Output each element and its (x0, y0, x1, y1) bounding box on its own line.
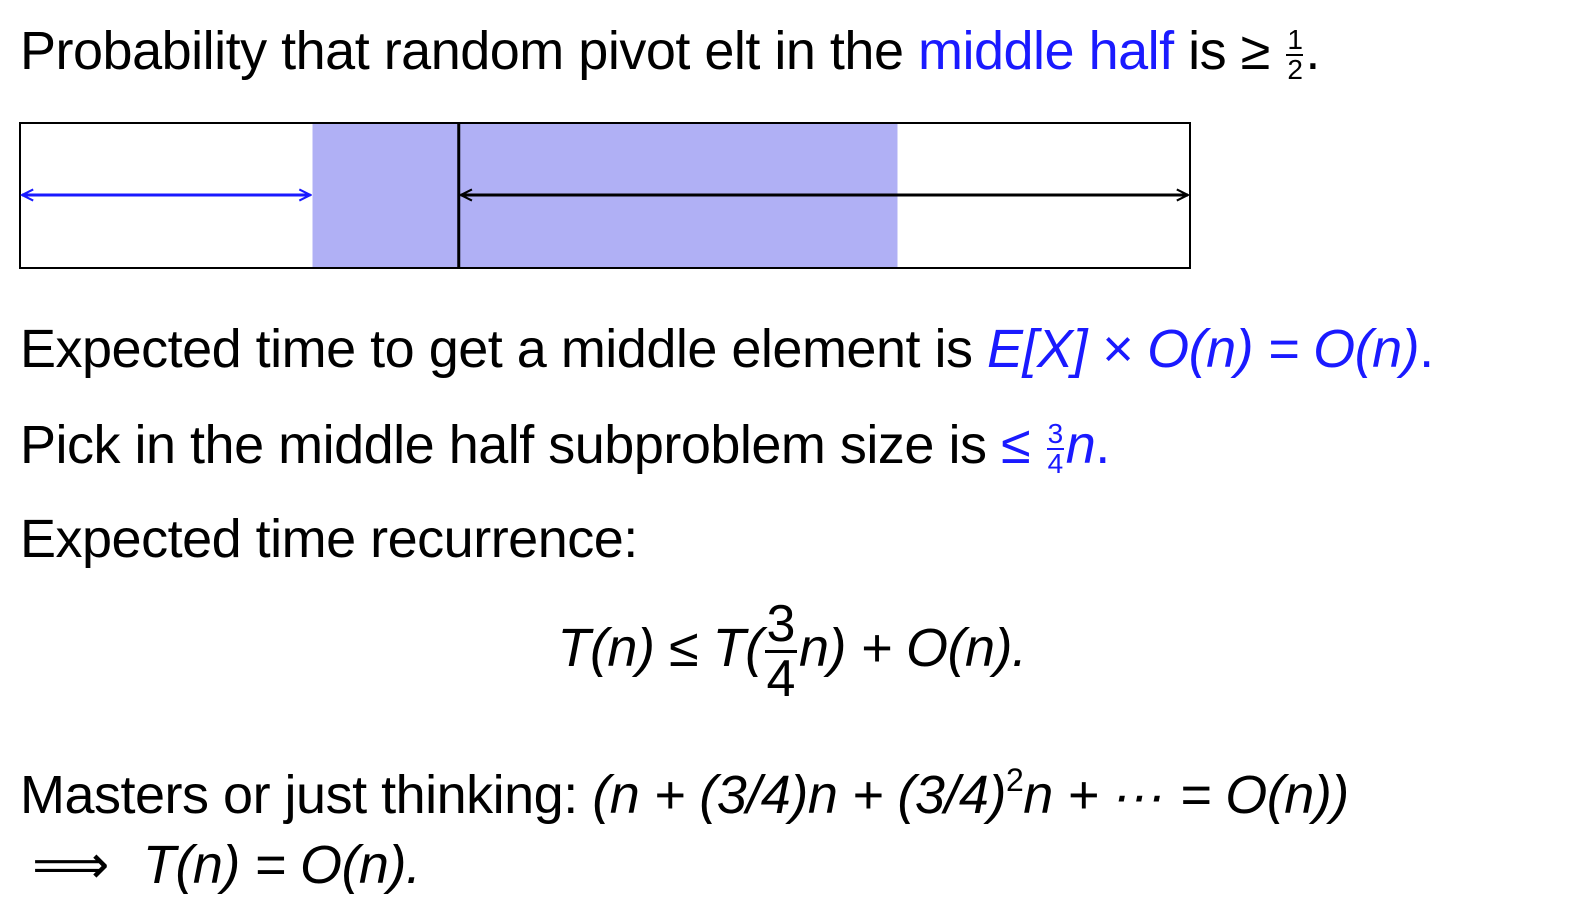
probability-period: . (1305, 21, 1320, 81)
three-quarters-fraction (1047, 417, 1064, 479)
pivot-diagram (0, 0, 1584, 300)
masters-prefix: Masters or just thinking: (20, 765, 593, 825)
probability-suffix: is ≥ (1173, 21, 1285, 81)
expected-time-period: . (1419, 319, 1434, 379)
fraction-numerator: 1 (1287, 23, 1303, 55)
masters-statement (20, 762, 1349, 825)
fraction-denominator: 4 (766, 650, 795, 708)
equation-fraction (765, 595, 797, 708)
subproblem-prefix: Pick in the middle half subproblem size is (20, 415, 1001, 475)
middle-half-highlight: middle half (918, 21, 1174, 81)
fraction-numerator: 3 (766, 595, 795, 653)
masters-exponent: 2 (1005, 762, 1024, 798)
expected-time-statement (20, 319, 1434, 379)
conclusion-formula: T(n) = O(n). (142, 835, 421, 895)
subproblem-size-statement (20, 415, 1110, 479)
conclusion-statement (20, 835, 421, 895)
equation-left: T(n) ≤ T( (557, 617, 763, 678)
fraction-denominator: 2 (1287, 53, 1303, 85)
expected-time-prefix: Expected time to get a middle element is (20, 319, 988, 379)
fraction-denominator: 4 (1047, 447, 1063, 479)
recurrence-heading: Expected time recurrence: (20, 509, 638, 569)
subproblem-period: . (1095, 415, 1110, 475)
masters-formula-b: n + ··· = O(n)) (1023, 765, 1349, 825)
implies-symbol: ⟹ (32, 835, 109, 895)
fraction-numerator: 3 (1047, 417, 1063, 449)
subproblem-leq: ≤ (1000, 415, 1045, 475)
subproblem-var: n (1065, 415, 1096, 475)
equation-right: n) + O(n). (798, 617, 1027, 678)
masters-formula-a: (n + (3/4)n + (3/4) (592, 765, 1006, 825)
recurrence-equation (0, 595, 1584, 708)
expected-time-formula: E[X] × O(n) = O(n) (987, 319, 1420, 379)
probability-prefix: Probability that random pivot elt in the (20, 21, 919, 81)
